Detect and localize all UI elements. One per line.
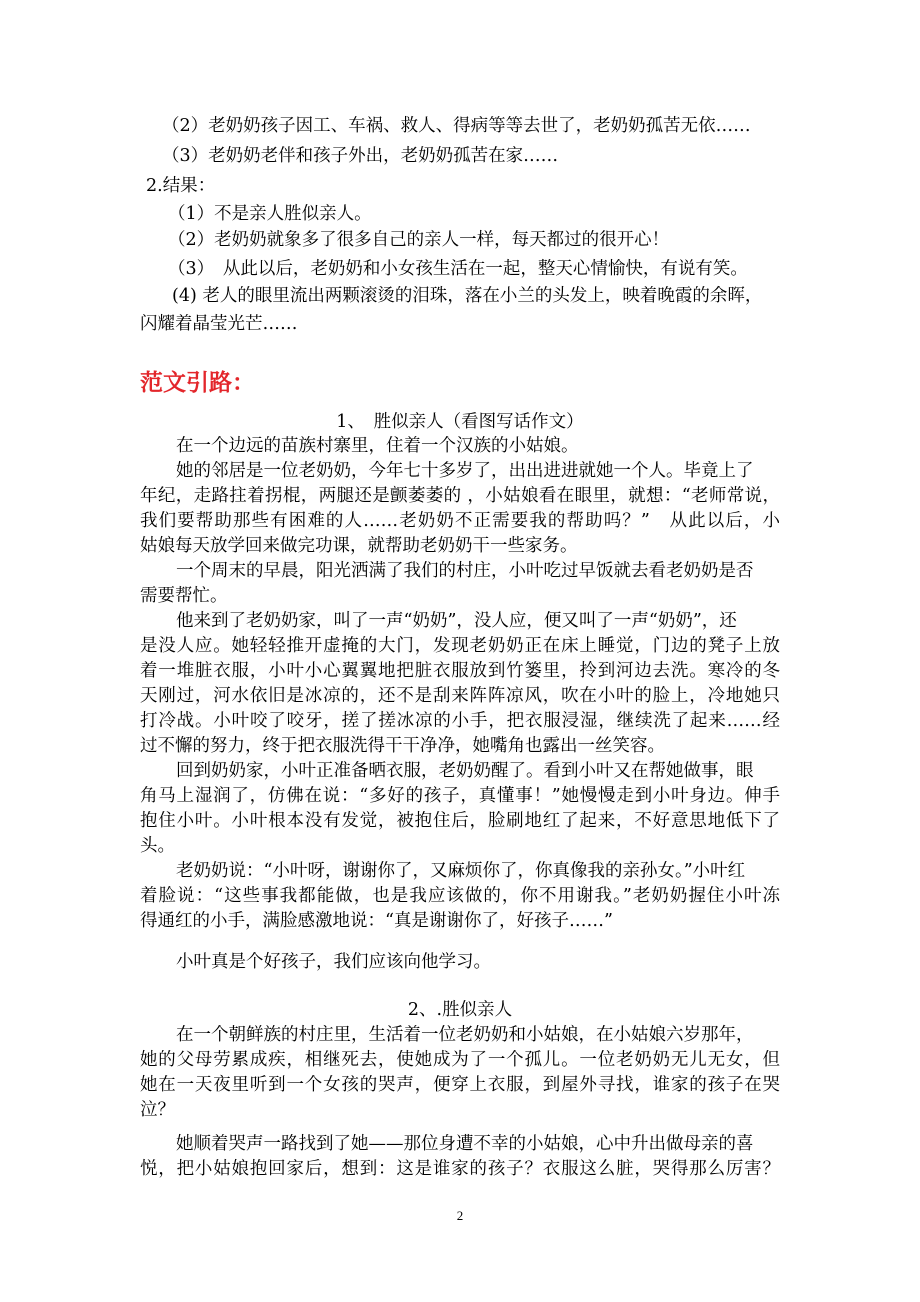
essay-line: 小叶真是个好孩子，我们应该向他学习。: [176, 952, 491, 972]
essay-line: 她顺着哭声一路找到了她——那位身遭不幸的小姑娘，心中升出做母亲的喜: [176, 1134, 754, 1154]
essay-line: 得通红的小手，满脸感激地说：“真是谢谢你了，好孩子……”: [140, 911, 613, 931]
essay-line: 老奶奶说：“小叶呀，谢谢你了，又麻烦你了，你真像我的亲孙女。”小叶红: [176, 861, 746, 881]
result-item: 闪耀着晶莹光芒……: [140, 314, 298, 334]
result-item: (4) 老人的眼里流出两颗滚烫的泪珠，落在小兰的头发上，映着晚霞的余晖，: [172, 286, 763, 306]
page-number: 2: [456, 1208, 464, 1223]
list-item: （2）老奶奶孩子因工、车祸、救人、得病等等去世了，老奶奶孤苦无依……: [162, 116, 751, 136]
result-item: （3） 从此以后，老奶奶和小女孩生活在一起，整天心情愉快，有说有笑。: [168, 259, 748, 279]
essay-line: 在一个朝鲜族的村庄里，生活着一位老奶奶和小姑娘，在小姑娘六岁那年，: [176, 1025, 754, 1045]
section-heading: 范文引路：: [140, 370, 255, 396]
essay-line: 一个周末的早晨，阳光洒满了我们的村庄，小叶吃过早饭就去看老奶奶是否: [176, 561, 754, 581]
essay-line: 悦，把小姑娘抱回家后，想到：这是谁家的孩子？衣服这么脏，哭得那么厉害？: [140, 1159, 780, 1179]
essay-line: 角马上湿润了，仿佛在说：“多好的孩子，真懂事！”她慢慢走到小叶身边。伸手: [140, 786, 780, 806]
essay-line: 她的父母劳累成疾，相继死去，使她成为了一个孤儿。一位老奶奶无儿无女，但: [140, 1050, 780, 1070]
essay-line: 天刚过，河水依旧是冰凉的，还不是刮来阵阵凉风，吹在小叶的脸上，冷地她只: [140, 686, 780, 706]
result-heading: 2.结果：: [146, 176, 216, 196]
essay-line: 她的邻居是一位老奶奶，今年七十多岁了，出出进进就她一个人。毕竟上了: [176, 461, 754, 481]
essay-title: 2、.胜似亲人: [407, 1000, 513, 1020]
essay-line: 是没人应。她轻轻推开虚掩的大门，发现老奶奶正在床上睡觉，门边的凳子上放: [140, 636, 780, 656]
essay-title: 1、 胜似亲人（看图写话作文）: [336, 412, 584, 432]
essay-line: 头。: [140, 836, 175, 856]
essay-line: 着一堆脏衣服，小叶小心翼翼地把脏衣服放到竹篓里，拎到河边去洗。寒冷的冬: [140, 661, 780, 681]
essay-line: 她在一天夜里听到一个女孩的哭声，便穿上衣服，到屋外寻找，谁家的孩子在哭: [140, 1075, 780, 1095]
essay-line: 泣？: [140, 1100, 175, 1120]
essay-line: 过不懈的努力，终于把衣服洗得干干净净，她嘴角也露出一丝笑容。: [140, 736, 665, 756]
essay-line: 年纪，走路拄着拐棍，两腿还是颤萎萎的 ，小姑娘看在眼里，就想：“老师常说，: [140, 486, 780, 506]
essay-line: 在一个边远的苗族村寨里，住着一个汉族的小姑娘。: [176, 436, 579, 456]
essay-line: 抱住小叶。小叶根本没有发觉，被抱住后，脸刷地红了起来，不好意思地低下了: [140, 811, 780, 831]
essay-line: 姑娘每天放学回来做完功课，就帮助老奶奶干一些家务。: [140, 536, 578, 556]
list-item: （3）老奶奶老伴和孩子外出，老奶奶孤苦在家……: [162, 146, 559, 166]
essay-line: 着脸说：“这些事我都能做，也是我应该做的，你不用谢我。”老奶奶握住小叶冻: [140, 886, 780, 906]
essay-line: 需要帮忙。: [140, 586, 228, 606]
result-item: （2）老奶奶就象多了很多自己的亲人一样，每天都过的很开心！: [168, 230, 670, 250]
essay-line: 他来到了老奶奶家，叫了一声“奶奶”，没人应，便又叫了一声“奶奶”，还: [176, 611, 737, 631]
essay-line: 回到奶奶家，小叶正准备晒衣服，老奶奶醒了。看到小叶又在帮她做事，眼: [176, 761, 754, 781]
essay-line: 我们要帮助那些有困难的人……老奶奶不正需要我的帮助吗？” 从此以后，小: [140, 511, 780, 531]
result-item: （1）不是亲人胜似亲人。: [168, 204, 372, 224]
essay-line: 打冷战。小叶咬了咬牙，搓了搓冰凉的小手，把衣服浸湿，继续洗了起来……经: [140, 711, 780, 731]
